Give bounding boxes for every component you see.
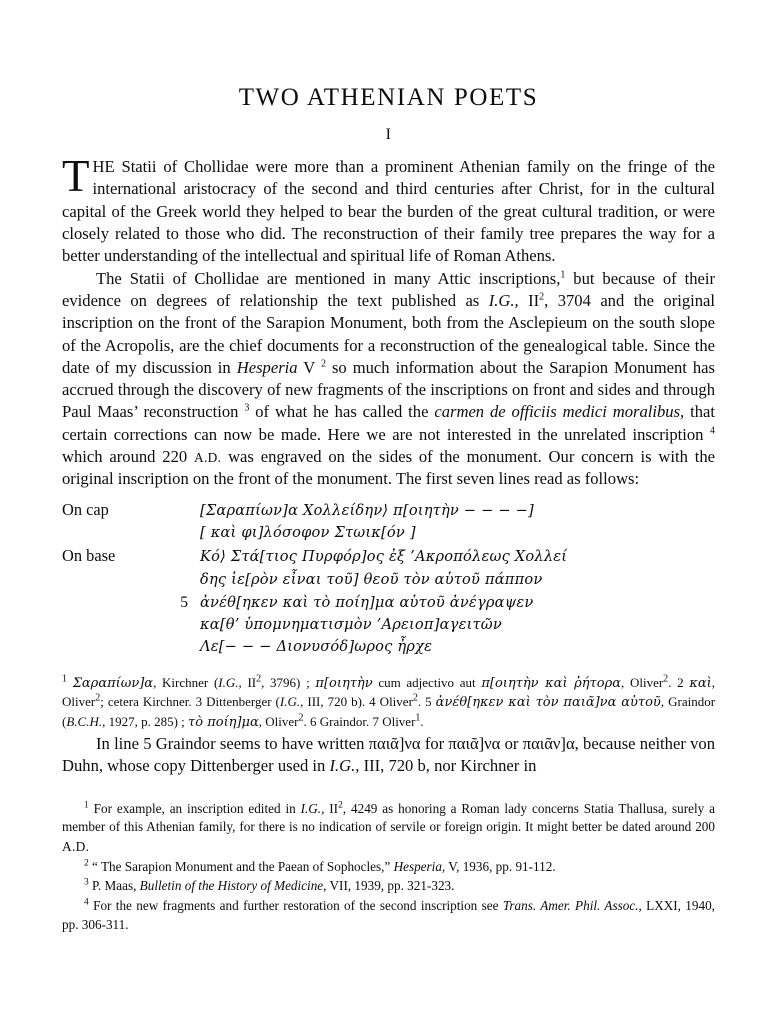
footnote-marker: 1 bbox=[62, 673, 67, 685]
footnote-marker: 2 bbox=[320, 358, 326, 370]
footnotes-list bbox=[62, 800, 715, 935]
footnote-marker: 4 bbox=[710, 425, 715, 437]
inscription-rows bbox=[62, 498, 715, 658]
footnote-number: 1 bbox=[84, 800, 89, 811]
text-run: . 5 bbox=[417, 694, 436, 710]
italic-text: I.G., bbox=[329, 756, 360, 776]
text-run: , because neither von Duhn, whose copy Dittenberger used in bbox=[62, 733, 715, 776]
inscription-line-text: δης ἱε[ρὸν εἶναι τοῦ] θεοῦ τὸν αὑτοῦ πάππον bbox=[200, 570, 543, 588]
footnote bbox=[62, 800, 715, 857]
inscription-line bbox=[62, 614, 715, 636]
footnotes bbox=[62, 800, 715, 935]
text-run: VII, 1939, pp. 321-323. bbox=[326, 878, 455, 894]
greek-text: καὶ bbox=[689, 675, 712, 691]
paragraph-1 bbox=[62, 151, 715, 268]
italic-text: Hesperia, bbox=[393, 858, 446, 874]
small-caps-text: A.D. bbox=[62, 838, 90, 854]
inscription-line-text: ἀνέθ[ηκεν καὶ τὸ ποίη]μα αὑτοῦ ἀνέγραψεν bbox=[200, 593, 534, 611]
greek-text: π[οιητὴν bbox=[315, 675, 373, 691]
inscription-block bbox=[62, 498, 715, 658]
footnote-marker: 2 bbox=[95, 693, 101, 705]
greek-text: τὸ ποίη]μα bbox=[188, 715, 259, 731]
text-run: , Oliver bbox=[258, 714, 299, 730]
paragraph-1-text: HE Statii of Chollidae were more than a prominent Athenian family on the fringe of the international aristocracy of the second and third centuries after Christ, for in the cultural capital of the Greek world they helped to bear the burden of the great cultural tradition, or were closely related to those who did. The reconstruction of their family tree prepares the way for a better understanding of the intellectual and spiritual life of Roman Athens. bbox=[62, 157, 715, 266]
text-run: III, 720 b, nor Kirchner in bbox=[359, 756, 537, 776]
inscription-line bbox=[62, 544, 715, 569]
section-number: I bbox=[385, 126, 392, 143]
critical-apparatus bbox=[62, 674, 715, 733]
text-run: so much information about the Sarapion Monument has accrued through the discovery of new fragments of the inscriptions on front and sides and through Paul Maas’ reconstruction bbox=[62, 357, 716, 422]
text-run: P. Maas, bbox=[92, 878, 140, 894]
text-run: For example, an inscription edited in bbox=[93, 800, 301, 816]
paragraph-after-apparatus bbox=[62, 733, 715, 778]
small-caps-text: A.D. bbox=[194, 450, 222, 466]
text-run: , 3704 and the original inscription on the front of the Sarapion Monument, both from the Asclepieum on the south slope of the Acropolis, are the chief documents for a reconstruction of the genealogical table. Since the date of my discussion in bbox=[62, 290, 716, 377]
footnote-marker: 2 bbox=[663, 673, 669, 685]
inscription-line-text: Κό⟩ Στά[τιος Πυρφόρ]ος ἐξ ’Ακροπόλεως Χολλεί bbox=[200, 548, 568, 566]
text-run: . bbox=[420, 714, 424, 730]
inscription-line-label: On base bbox=[62, 546, 116, 566]
inscription-line-text: [Σαραπίων]α Χολλείδην⟩ π[οιητὴν − − − −] bbox=[200, 501, 534, 519]
text-run: but because of their evidence on degrees of relationship the text published as bbox=[62, 268, 715, 310]
italic-text: Hesperia bbox=[236, 357, 298, 377]
inscription-line bbox=[62, 569, 715, 591]
greek-text: παιᾶν]α bbox=[522, 733, 575, 753]
footnote-marker: 3 bbox=[244, 402, 250, 414]
text-run: for bbox=[420, 733, 449, 753]
text-run: cum adjectivo aut bbox=[372, 674, 482, 690]
text-run: that certain corrections can now be made. Here we are not interested in the unrelated inscription bbox=[62, 402, 715, 444]
text-run: of what he has called the bbox=[249, 402, 435, 422]
inscription-line bbox=[62, 591, 715, 614]
footnote bbox=[62, 858, 715, 877]
footnote-marker: 1 bbox=[560, 269, 566, 281]
italic-text: I.G., bbox=[300, 800, 325, 816]
text-run: For the new fragments and further restoration of the second inscription see bbox=[93, 898, 503, 914]
footnote-marker: 2 bbox=[412, 693, 418, 705]
italic-text: carmen de officiis medici moralibus, bbox=[434, 402, 685, 422]
italic-text: Trans. Amer. Phil. Assoc., bbox=[502, 898, 642, 914]
text-run: 1927, p. 285) ; bbox=[105, 714, 189, 730]
text-run: The Statii of Chollidae are mentioned in many Attic inscriptions, bbox=[96, 268, 561, 288]
greek-text: παιᾶ]να bbox=[448, 733, 501, 753]
greek-text: π[οιητὴν καὶ ῥήτορα bbox=[481, 675, 621, 691]
footnote-marker: 2 bbox=[256, 673, 262, 685]
text-run: II bbox=[324, 800, 339, 816]
text-run: In line 5 Graindor seems to have written bbox=[96, 733, 369, 753]
text-run: , 3796) ; bbox=[261, 674, 316, 690]
page-title: TWO ATHENIAN POETS bbox=[238, 84, 539, 111]
inscription-line bbox=[62, 636, 715, 658]
inscription-line bbox=[62, 522, 715, 544]
text-run: III, 720 b). 4 Oliver bbox=[303, 694, 413, 710]
text-run: was engraved on the sides of the monument. Our concern is with the original inscription on the front of the monument. The first seven lines read as follows: bbox=[62, 447, 716, 489]
italic-text: I.G., bbox=[218, 674, 242, 690]
text-run: , 4249 as honoring a Roman lady concerns Statia Thallusa, surely a member of this Athenian family, for there is no indication of servile or foreign origin. It might better be dated around 200 bbox=[62, 800, 715, 835]
paragraph-2 bbox=[62, 268, 715, 491]
footnote-marker: 2 bbox=[338, 800, 343, 811]
footnote-number: 2 bbox=[84, 858, 89, 869]
text-run: “ The Sarapion Monument and the Paean of Sophocles,” bbox=[92, 858, 394, 874]
footnote-marker: 1 bbox=[415, 712, 421, 724]
italic-text: Bulletin of the History of Medicine, bbox=[139, 878, 327, 894]
drop-cap: T bbox=[62, 151, 90, 201]
text-run: . 2 bbox=[668, 674, 690, 690]
footnote bbox=[62, 877, 715, 896]
footnote-marker: 2 bbox=[539, 291, 545, 303]
text-run: II bbox=[241, 674, 257, 690]
text-run: , Oliver bbox=[621, 674, 664, 690]
text-run: , Oliver bbox=[62, 674, 715, 710]
inscription-line-text: κα[θ’ ὑπομνηματισμὸν ’Αρειοπ]αγειτῶν bbox=[200, 615, 502, 633]
greek-text: ἀνέθ[ηκεν καὶ τὸν παιᾶ]να αὑτοῦ bbox=[435, 695, 661, 711]
inscription-line bbox=[62, 498, 715, 523]
text-run: , Kirchner ( bbox=[153, 674, 219, 690]
inscription-line-text: Λε[− − − Διονυσόδ]ωρος ἦρχε bbox=[200, 637, 433, 655]
greek-text: παιᾶ]να bbox=[368, 733, 421, 753]
inscription-line-text: [ καὶ φι]λόσοφον Στωικ[όν ] bbox=[200, 524, 416, 542]
text-run: ; cetera Kirchner. 3 Dittenberger ( bbox=[100, 694, 280, 710]
footnote-marker: 2 bbox=[298, 712, 304, 724]
footnote-number: 3 bbox=[84, 878, 89, 889]
inscription-line-number: 5 bbox=[180, 593, 188, 611]
greek-text: Σαραπίων]α bbox=[72, 675, 154, 691]
text-run: II bbox=[518, 290, 540, 310]
footnote-number: 4 bbox=[84, 897, 89, 908]
text-run: or bbox=[500, 733, 523, 753]
text-run: , Graindor ( bbox=[62, 694, 716, 730]
text-run: LXXI, 1940, pp. 306-311. bbox=[62, 898, 715, 932]
text-run: . 6 Graindor. 7 Oliver bbox=[303, 714, 416, 730]
text-run: which around 220 bbox=[62, 447, 194, 467]
text-run: V, 1936, pp. 91-112. bbox=[445, 858, 556, 874]
italic-text: I.G., bbox=[488, 290, 519, 310]
italic-text: I.G., bbox=[279, 694, 304, 710]
inscription-line-label: On cap bbox=[62, 499, 109, 519]
footnote bbox=[62, 897, 715, 934]
italic-text: B.C.H., bbox=[66, 714, 106, 730]
text-run: V bbox=[297, 357, 321, 377]
